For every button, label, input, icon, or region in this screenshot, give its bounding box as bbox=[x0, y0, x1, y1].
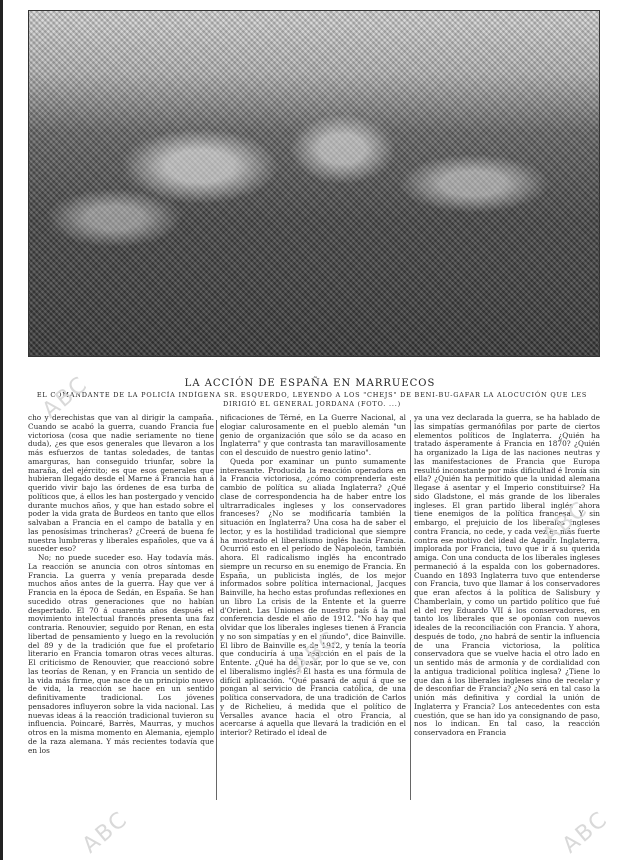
news-photograph bbox=[28, 10, 600, 357]
watermark: ABC bbox=[37, 371, 94, 424]
paragraph: Queda por examinar un punto sumamente interesante. Producida la reacción operadora en la Francia victoriosa, ¿cómo comprendería este cambio de política su aliada Inglaterra? ¿Qué clase de correspondencia ha de haber entre los ultrarradicales ingleses y los conservadores franceses? ¿No se modificaría también la situación en Inglaterra? Una cosa ha de saber el lector, y es la hostilidad tradicional que siempre ha mostrado el liberalismo inglés hacia Francia. Ocurrió esto en el período de Napoleón, también ahora. El radicalismo inglés ha encontrado siempre un recurso en su enemigo de Francia. En España, un publicista inglés, de los mejor informados sobre política internacional, Jacques Bainville, ha hecho estas profundas reflexiones en un libro La crisis de la Entente et la guerre d'Orient. Las Uniones de nuestro país á la mal conferencia desde el año de 1912. "No hay que olvidar que los liberales ingleses tienen á Francia y no son simpatías y en el mundo", dice Bainville. El libro de Bainville es de 1912, y tenía la teoría que conduciría á una reacción en el país de la Entente. ¿Qué ha de pasar, por lo que se ve, con el liberalismo inglés? Él hasta es una fórmula de difícil aplicación. "Qué pasará de aquí á que se pongan al servicio de Francia católica, de una política conservadora, de una tradición de Carlos y de Richelieu, á medida que el político de Versalles avance hacia el otro Francia, al acercarse á aquella que llevará la tradición en el interior? Retirado el ideal de bbox=[220, 456, 406, 737]
column-divider bbox=[410, 420, 411, 800]
watermark: ABC bbox=[287, 626, 344, 679]
article-column-1 bbox=[28, 414, 214, 755]
paragraph: No; no puede suceder eso. Hay todavía más. La reacción se anuncia con otros síntomas en Francia. La guerra y venía preparada desde muchos años antes de la guerra. Hay que ver á Francia en la época de Sedán, en España. Se han sucedido otras generaciones que no habían despertado. El 70 á cuarenta años después el movimiento intelectual francés presenta una faz contraria. Renouvier, seguido por Renan, en esta libertad de pensamiento y luego en la revolución del 89 y de la tradición que fue el profetario literario en Francia tomaron otras veces alturas. El criticismo de Renouvier, que reaccionó sobre las teorías de Renan, y en Francia un sentido de la vida más firme, que nace de un principio nuevo de vida, la reacción se hace en un sentido definitivamente tradicional. Los jóvenes pensadores influyeron sobre la vida nacional. Las nuevas ideas á la reacción tradicional tuvieron su influencia. Poincaré, Barrès, Maurras, y muchos otros en la misma momento en Alemania, ejemplo de la raza alemana. Y más recientes todavía que en los bbox=[28, 553, 214, 755]
paragraph: ya una vez declarada la guerra, se ha hablado de las simpatías germanófilas por parte de ciertos elementos políticos de Inglaterra. ¿Quién ha tratado ásperamente á Francia en 1870? ¿Quién ha organizado la Liga de las naciones neutras y las manifestaciones de Francia que Europa resultó inconstante por más dificultad é Ironía sin ella? ¿Quién ha permitido que la unidad alemana llegase á asentar y el Imperio constituirse? Ha sido Gladstone, el más grande de los liberales ingleses. El gran partido liberal inglés ahora tiene enemigos de la política francesa. Y sin embargo, el prejuicio de los liberales ingleses contra Francia, no cede, y cada vez es más fuerte contra ese motivo del ideal de Agadir. Inglaterra, implorada por Francia, tuvo que ir á su querida amiga. Con una conducta de los liberales ingleses permaneció á la espalda con los gobernadores. Cuando en 1893 Inglaterra tuvo que entenderse con Francia, tuvo que llamar á los conservadores que eran afectos á la política de Salisbury y Chamberlain, y como un partido político que fué el del rey Eduardo VII á los conservadores, en tanto los liberales que se oponían con nuevos ideales de la reconciliación con Francia. Y ahora, después de todo, ¿no habrá de sentir la influencia de una Francia victoriosa, la política conservadora que se vuelve hacia el otro lado en un sentido más de armonía y de cordialidad con la antigua tradicional política inglesa? ¿Tiene lo que dan á los liberales ingleses sino de recelar y de desconfiar de Francia? ¿No será en tal caso la unión más definitiva y cordial la unión de Inglaterra y Francia? Los antecedentes con esta cuestión, que se han ido ya consignando de paso, nos lo indican. En tal caso, la reacción conservadora en Francia bbox=[414, 413, 600, 737]
paragraph: nificaciones de Térné, en La Guerre Nacional, al elogiar calurosamente en el pueblo alemán "un genio de organización que sólo se da acaso en Inglaterra" y que contrasta tan maravillosamente con el descuido de nuestro genio latino". bbox=[220, 413, 406, 457]
caption-title: LA ACCIÓN DE ESPAÑA EN MARRUECOS bbox=[184, 378, 436, 389]
article-column-3 bbox=[414, 414, 600, 738]
paragraph: cho y derechistas que van al dirigir la campaña. Cuando se acabó la guerra, cuando Francia fue victoriosa (cosa que nadie seriamente no tiene duda), ¿es que esos generales que llevaron a los más esfuerzos de tantas soledades, de tantas amarguras, han conseguido triunfar, sobre la maraña, del ejército; es que esos generales que hubieran llegado desde el Marne á Francia han á querido vivir bajo las órdenes de esa turba de políticos que, á ellos les han postergado y vencido durante muchos años, y que han estado sobre el poder la vida grata de Burdeos en tanto que ellos salvaban a Francia en el campo de batalla y en las penosísimas trincheras? ¿Creerá de buena fe nuestra lumbreras y liberales españoles, que va á suceder eso? bbox=[28, 413, 214, 554]
column-divider bbox=[216, 420, 217, 800]
page-edge bbox=[0, 0, 3, 860]
caption-subtitle: EL COMANDANTE DE LA POLICÍA INDÍGENA SR. ESQUERDO, LEYENDO A LOS "CHEJS" DE BENI-BU-GAFAR LA ALOCUCIÓN QUE LES DIRIGIÓ EL GENERAL JORDANA (FOTO. ...) bbox=[36, 391, 588, 408]
watermark: ABC bbox=[537, 496, 594, 549]
watermark: ABC bbox=[557, 806, 614, 859]
article-column-2 bbox=[220, 414, 406, 738]
watermark: ABC bbox=[77, 806, 134, 859]
